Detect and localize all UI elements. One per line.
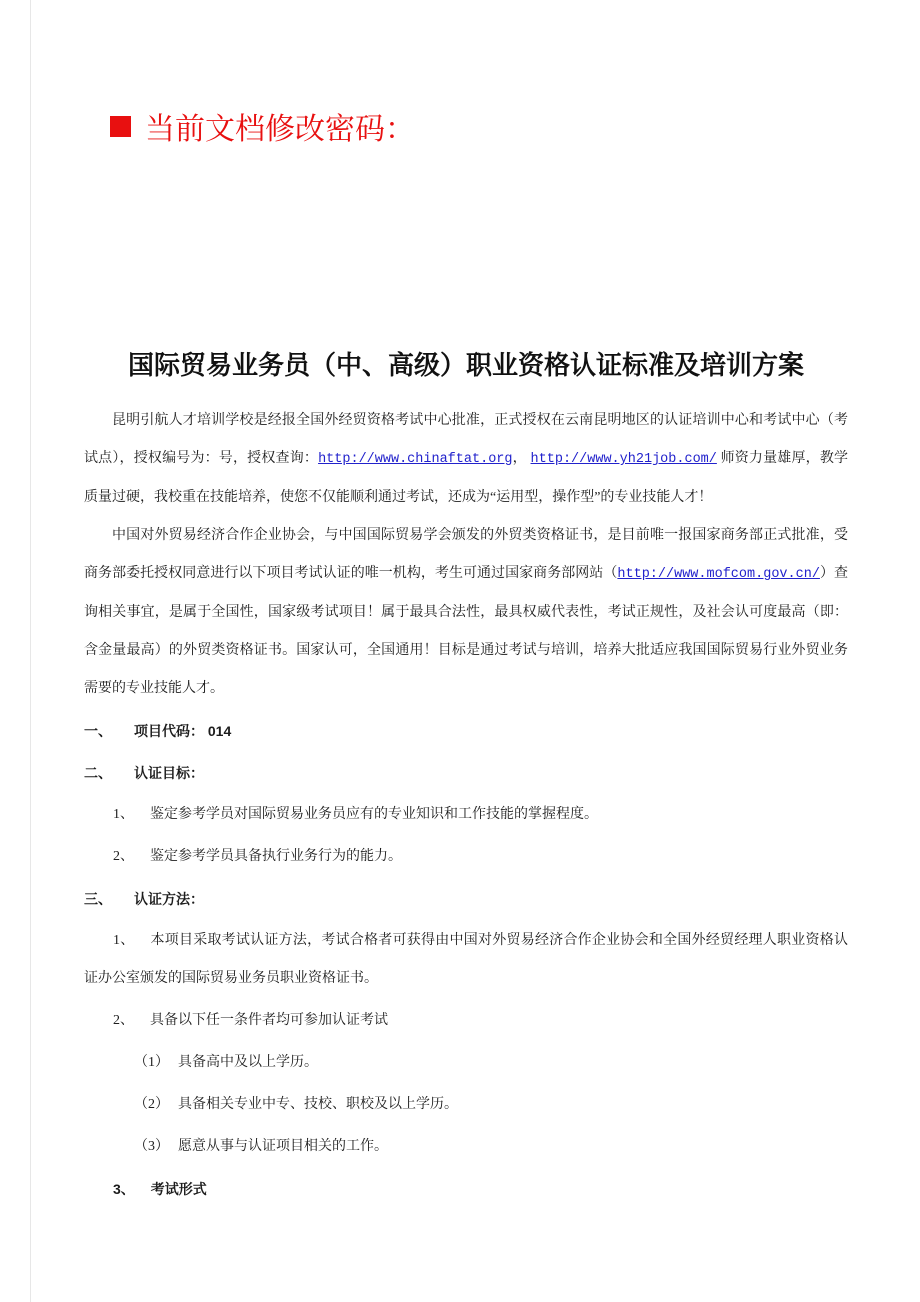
list-item-number: （1） (134, 1055, 169, 1070)
list-item (84, 1128, 848, 1166)
list-item-text: 认证目标： (134, 765, 204, 781)
list-item-text: 鉴定参考学员具备执行业务行为的能力。 (150, 849, 402, 864)
list-item-number: 1、 (113, 807, 134, 822)
list-item (84, 922, 848, 998)
list-item-text: 认证方法： (134, 891, 204, 907)
list-item-number: （2） (134, 1097, 169, 1112)
list-item-text: 愿意从事与认证项目相关的工作。 (178, 1139, 388, 1154)
list-item (84, 1086, 848, 1124)
list-item (84, 1044, 848, 1082)
list-item (84, 1170, 848, 1208)
text-run: 中国对外贸易经济合作企业协会，与中国国际贸易学会颁发的外贸类资格证书，是目前唯一报国家商务部正式批准，受商务部委托授权同意进行以下项目考试认证的唯一机构，考生可通过国家商务部网站（ (84, 528, 848, 581)
list-item-text: 考试形式 (150, 1181, 207, 1197)
document-title: 国际贸易业务员（中、高级）职业资格认证标准及培训方案 (127, 350, 804, 380)
red-square-icon (110, 116, 131, 137)
list-item (84, 880, 848, 918)
list-item-number: 二、 (84, 765, 112, 781)
list-item-text: 本项目采取考试认证方法，考试合格者可获得由中国对外贸易经济合作企业协会和全国外经贸经理人职业资格认证办公室颁发的国际贸易业务员职业资格证书。 (84, 933, 849, 986)
list-item (84, 838, 848, 876)
text-run: 师资力量雄厚，教学质量过硬，我校重在技能培养，使您不仅能顺利通过考试，还成为“运用型，操作型”的专业技能人才！ (84, 451, 849, 505)
text-run: ）查询相关事宜，是属于全国性，国家级考试项目！属于最具合法性，最具权威代表性，考试正规性，及社会认可度最高（即：含金量最高）的外贸类资格证书。国家认可，全国通用！目标是通过考试与培训，培养大批适应我国国际贸易行业外贸业务需要的专业技能人才。 (84, 566, 849, 696)
hyperlink[interactable]: http://www.mofcom.gov.cn/ (617, 567, 820, 582)
page-edge-line (30, 0, 31, 1302)
paragraph (84, 402, 848, 517)
list-item-number: 三、 (84, 891, 112, 907)
list-item-text: 具备相关专业中专、技校、职校及以上学历。 (178, 1097, 458, 1112)
list-item (84, 1002, 848, 1040)
list-item (84, 796, 848, 834)
password-notice-label: 当前文档修改密码： (145, 113, 415, 146)
outline-list (84, 712, 848, 1208)
list-item (84, 754, 848, 792)
list-item-number: 2、 (113, 849, 134, 864)
text-run: ， (512, 451, 531, 466)
list-item-number: （3） (134, 1139, 169, 1154)
list-item-text: 鉴定参考学员对国际贸易业务员应有的专业知识和工作技能的掌握程度。 (150, 807, 598, 822)
list-item-text: 项目代码： 014 (134, 723, 232, 739)
list-item-text: 具备以下任一条件者均可参加认证考试 (150, 1013, 388, 1028)
list-item (84, 712, 848, 750)
paragraph (84, 517, 848, 708)
hyperlink[interactable]: http://www.chinaftat.org (318, 452, 513, 467)
list-item-number: 3、 (113, 1181, 135, 1197)
list-item-number: 2、 (113, 1013, 134, 1028)
list-item-number: 1、 (113, 933, 135, 948)
list-item-number: 一、 (84, 723, 112, 739)
list-item-text: 具备高中及以上学历。 (178, 1055, 318, 1070)
body-paragraphs (84, 402, 848, 708)
hyperlink[interactable]: http://www.yh21job.com/ (530, 452, 717, 467)
text-run: 昆明引航人才培训学校是经报全国外经贸资格考试中心批准，正式授权在云南昆明地区的认证培训中心和考试中心（考试点），授权编号为：号，授权查询： (84, 413, 848, 466)
password-notice (110, 0, 848, 148)
